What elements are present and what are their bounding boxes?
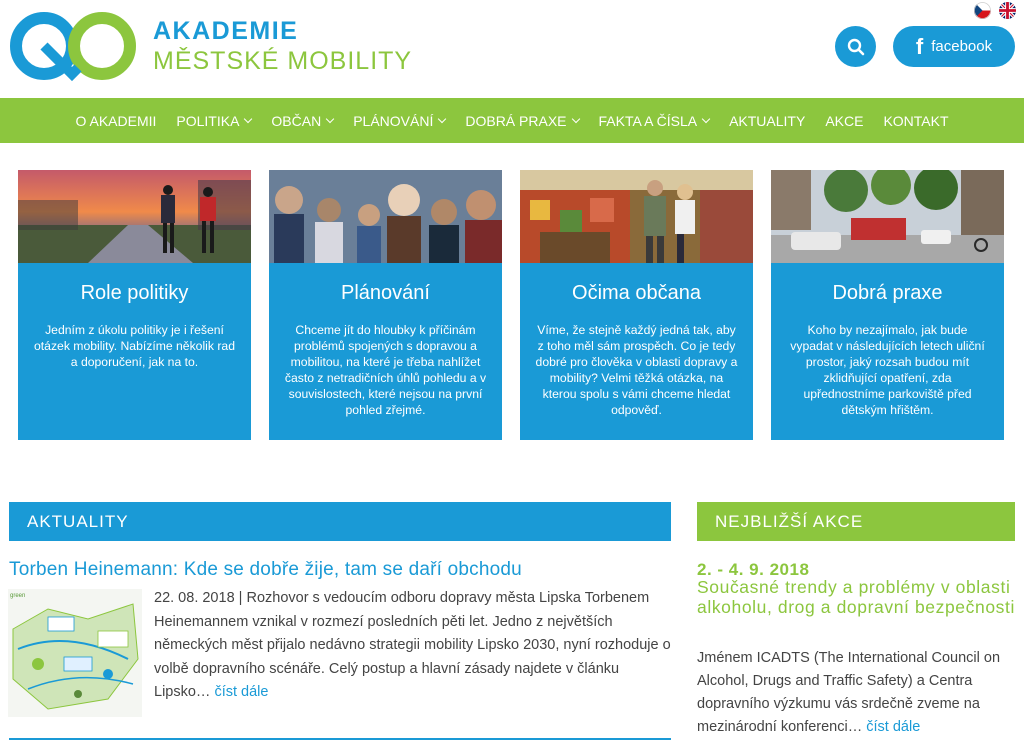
news-divider xyxy=(9,738,671,740)
news-thumbnail[interactable] xyxy=(8,589,142,717)
news-thumbnail-map xyxy=(8,589,142,717)
aktuality-heading: AKTUALITY xyxy=(9,502,671,541)
card-title: Očima občana xyxy=(572,282,701,304)
facebook-icon: f xyxy=(915,33,924,59)
site-header xyxy=(0,0,1024,98)
nav-item-planovani[interactable]: PLÁNOVÁNÍ xyxy=(343,113,455,129)
search-button[interactable] xyxy=(835,26,876,67)
news-date: 22. 08. 2018 xyxy=(154,590,235,606)
facebook-label: facebook xyxy=(931,38,993,55)
nav-item-o-akademii[interactable]: O AKADEMII xyxy=(75,112,157,129)
news-article-title[interactable]: Torben Heinemann: Kde se dobře žije, tam se daří obchodu xyxy=(9,559,522,580)
news-read-more-link[interactable]: číst dále xyxy=(214,684,269,700)
nav-item-politika[interactable]: POLITIKA xyxy=(166,113,261,129)
nav-item-akce[interactable]: AKCE xyxy=(825,112,864,129)
card-photo-runners xyxy=(18,170,251,263)
card-title: Role politiky xyxy=(80,282,189,304)
card-text: Víme, že stejně každý jedná tak, aby z toho měl sám prospěch. Co je tedy dobré pro člověka v oblasti dopravy a mobility? Velmi těžká otázka, na kterou spolu s vámi chceme hledat odpověď. xyxy=(535,323,738,417)
card-text: Chceme jít do hloubky k příčinám problémů spojených s dopravou a mobilitou, na které je třeba nahlížet často z netradičních úhlů pohledu a v souvislostech, které nejsou na první pohled zřejmé. xyxy=(284,323,487,417)
thumb-label: green xyxy=(10,593,26,599)
search-icon xyxy=(847,38,865,56)
card-photo-crowd xyxy=(269,170,502,263)
event-excerpt xyxy=(697,647,1015,739)
event-read-more-link[interactable]: číst dále xyxy=(866,719,921,735)
card-role-politiky[interactable] xyxy=(18,170,251,440)
logo-icon[interactable] xyxy=(8,10,138,82)
chevron-down-icon xyxy=(438,115,446,123)
language-switcher xyxy=(974,2,1016,19)
chevron-down-icon xyxy=(571,115,579,123)
akce-heading: NEJBLIŽŠÍ AKCE xyxy=(697,502,1015,541)
nav-item-dobra-praxe[interactable]: DOBRÁ PRAXE xyxy=(455,113,588,129)
logo-line-1: AKADEMIE xyxy=(153,17,299,45)
chevron-down-icon xyxy=(326,115,334,123)
card-text: Jedním z úkolu politiky je i řešení otázek mobility. Nabízíme několik rad a doporučení, jak na to. xyxy=(34,323,235,369)
card-title: Dobrá praxe xyxy=(832,282,943,304)
card-planovani[interactable] xyxy=(269,170,502,440)
event-date: 2. - 4. 9. 2018 xyxy=(697,560,810,579)
news-article-excerpt: 22. 08. 2018 | Rozhovor s vedoucím odboru dopravy města Lipska Torbenem Heinemannem vznikal v rozmezí posledních pěti let. Jedno z největších německých měst přijalo nedávno strategii mobility Lipsko 2030, nyní rozhoduje o volbě dopravního scénáře. Celý postup a hlavní zásady najdete v článku Lipsko… číst dále xyxy=(154,590,671,700)
event-title[interactable]: Současné trendy a problémy v oblasti alkoholu, drog a dopravní bezpečnosti xyxy=(697,577,1015,617)
nav-item-aktuality[interactable]: AKTUALITY xyxy=(729,112,806,129)
main-nav xyxy=(0,98,1024,143)
card-ocima-obcana[interactable] xyxy=(520,170,753,440)
nav-item-obcan[interactable]: OBČAN xyxy=(261,113,343,129)
card-text: Koho by nezajímalo, jak bude vypadat v následujících letech uliční prostor, jaký rozsah budou mít zklidňující opatření, zda upřednostníme parkoviště před dětským hřištěm. xyxy=(790,323,985,417)
nav-item-kontakt[interactable]: KONTAKT xyxy=(883,112,949,129)
card-photo-market xyxy=(520,170,753,263)
chevron-down-icon xyxy=(702,115,710,123)
feature-cards xyxy=(18,170,1008,440)
nav-item-fakta-a-cisla[interactable]: FAKTA A ČÍSLA xyxy=(589,113,720,129)
chevron-down-icon xyxy=(244,115,252,123)
news-text: Rozhovor s vedoucím odboru dopravy města Lipska Torbenem Heinemannem vznikal v rozmezí posledních pěti let. Jedno z největších německých měst přijalo nedávno strategii mobility Lipsko 2030, nyní rozhoduje o volbě dopravního scénáře. Celý postup a hlavní zásady najdete v článku Lipsko… xyxy=(154,590,671,700)
logo-line-2: MĚSTSKÉ MOBILITY xyxy=(153,47,413,75)
card-title: Plánování xyxy=(341,282,430,304)
event-text: Jménem ICADTS (The International Council on Alcohol, Drugs and Traffic Safety) a Centra dopravního výzkumu vás srdečně zveme na mezinárodní konferenci… xyxy=(697,650,1001,735)
card-dobra-praxe[interactable] xyxy=(771,170,1004,440)
uk-flag-icon[interactable] xyxy=(999,2,1016,19)
card-photo-street xyxy=(771,170,1004,263)
logo-wordmark[interactable] xyxy=(153,16,412,76)
facebook-button[interactable] xyxy=(893,26,1015,67)
czech-flag-icon[interactable] xyxy=(974,2,991,19)
